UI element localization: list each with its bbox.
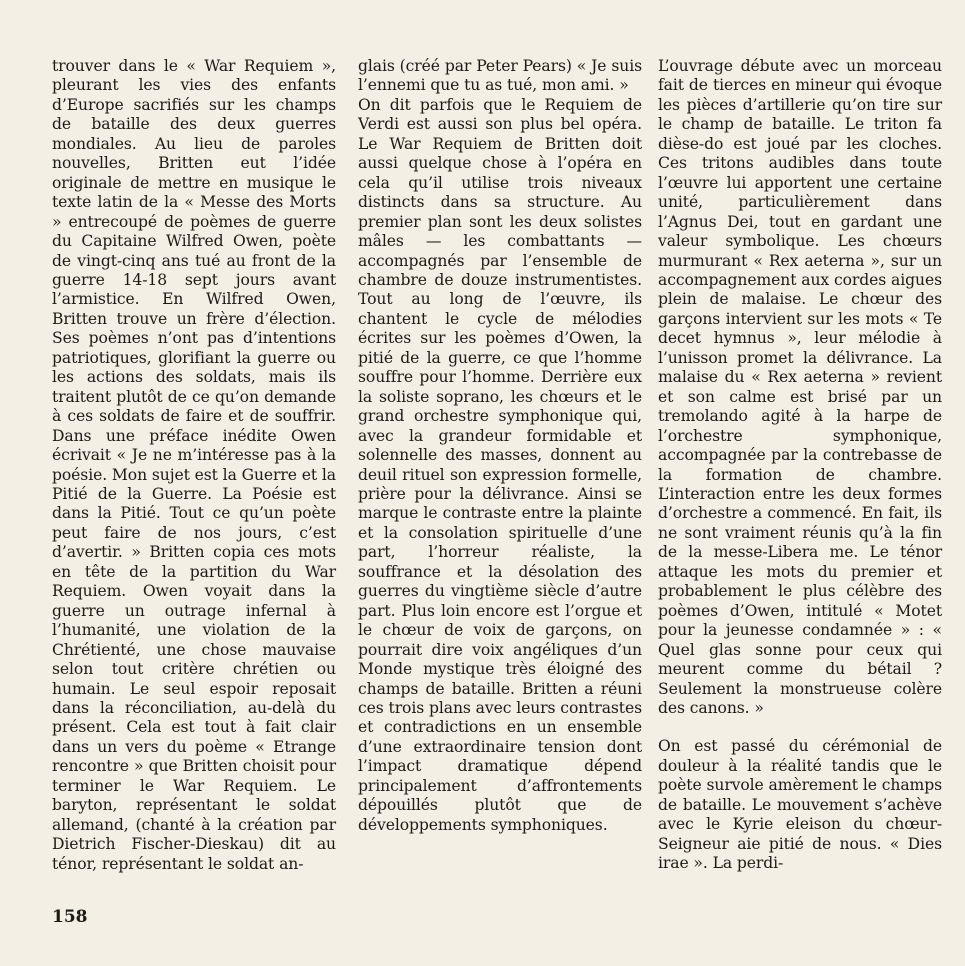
text-column-2 <box>358 57 642 835</box>
page-number: 158 <box>52 907 88 927</box>
paragraph: glais (créé par Peter Pears) « Je suis l’ennemi que tu as tué, mon ami. » <box>358 57 642 95</box>
text-column-1 <box>52 57 336 874</box>
paragraph: trouver dans le « War Requiem », pleurant les vies des enfants d’Europe sacrifiés sur les champs de bataille des deux guerres mondiales. Au lieu de paroles nouvelles, Britten eut l’idée originale de mettre en musique le texte latin de la « Messe des Morts » entrecoupé de poèmes de guerre du Capitaine Wilfred Owen, poète de vingt-cinq ans tué au front de la guerre 14-18 sept jours avant l’armistice. En Wilfred Owen, Britten trouve un frère d’élection. Ses poèmes n’ont pas d’intentions patriotiques, glorifiant la guerre ou les actions des soldats, mais ils traitent plutôt de ce qu’on demande à ces soldats de faire et de souffrir. Dans une préface inédite Owen écrivait « Je ne m’intéresse pas à la poésie. Mon sujet est la Guerre et la Pitié de la Guerre. La Poésie est dans la Pitié. Tout ce qu’un poète peut faire de nos jours, c’est d’avertir. » Britten copia ces mots en tête de la partition du War Requiem. Owen voyait dans la guerre un outrage infernal à l’humanité, une violation de la Chrétienté, une chose mauvaise selon tout critère chrétien ou humain. Le seul espoir reposait dans la réconciliation, au-delà du présent. Cela est tout à fait clair dans un vers du poème « Etrange rencontre » que Britten choisit pour terminer le War Requiem. Le baryton, représentant le soldat allemand, (chanté à la création par Dietrich Fischer-Dieskau) dit au ténor, représentant le soldat an- <box>52 57 336 873</box>
paragraph: On est passé du cérémonial de douleur à la réalité tandis que le poète survole amèrement le champs de bataille. Le mouvement s’achève avec le Kyrie eleison du chœur-Seigneur aie pitié de nous. « Dies irae ». La perdi- <box>658 737 942 873</box>
text-column-3 <box>658 57 942 874</box>
paragraph: On dit parfois que le Requiem de Verdi est aussi son plus bel opéra. Le War Requiem de Britten doit aussi quelque chose à l’opéra en cela qu’il utilise trois niveaux distincts dans sa structure. Au premier plan sont les deux solistes mâles — les combattants — accompagnés par l’ensemble de chambre de douze instrumentistes. Tout au long de l’œuvre, ils chantent le cycle de mélodies écrites sur les poèmes d’Owen, la pitié de la guerre, ce que l’homme souffre pour l’homme. Derrière eux la soliste soprano, les chœurs et le grand orchestre symphonique qui, avec la grandeur formidable et solennelle des masses, donnent au deuil rituel son expression formelle, prière pour la délivrance. Ainsi se marque le contraste entre la plainte et la consolation spirituelle d’une part, l’horreur réaliste, la souffrance et la désolation des guerres du vingtième siècle d’autre part. Plus loin encore est l’orgue et le chœur de voix de garçons, on pourrait dire voix angéliques d’un Monde mystique très éloigné des champs de bataille. Britten a réuni ces trois plans avec leurs contrastes et contradictions en un ensemble d’une extraordinaire tension dont l’impact dramatique dépend principalement d’affrontements dépouillés plutôt que de développements symphoniques. <box>358 95 642 834</box>
paragraph: L’ouvrage débute avec un morceau fait de tierces en mineur qui évoque les pièces d’artillerie qu’on tire sur le champ de bataille. Le triton fa dièse-do est joué par les cloches. Ces tritons audibles dans toute l’œuvre lui apportent une certaine unité, particulièrement dans l’Agnus Dei, tout en gardant une valeur symbolique. Les chœurs murmurant « Rex aeterna », sur un accompagnement aux cordes aigues plein de malaise. Le chœur des garçons intervient sur les mots « Te decet hymnus », leur mélodie à l’unisson promet la délivrance. La malaise du « Rex aeterna » revient et son calme est brisé par un tremolando agité à la harpe de l’orchestre symphonique, accompagnée par la contrebasse de la formation de chambre. L’interaction entre les deux formes d’orchestre a commencé. En fait, ils ne sont vraiment réunis qu’à la fin de la messe-Libera me. Le ténor attaque les mots du premier et probablement le plus célèbre des poèmes d’Owen, intitulé « Motet pour la jeunesse condamnée » : « Quel glas sonne pour ceux qui meurent comme du bétail ? Seulement la monstrueuse colère des canons. » <box>658 57 942 717</box>
